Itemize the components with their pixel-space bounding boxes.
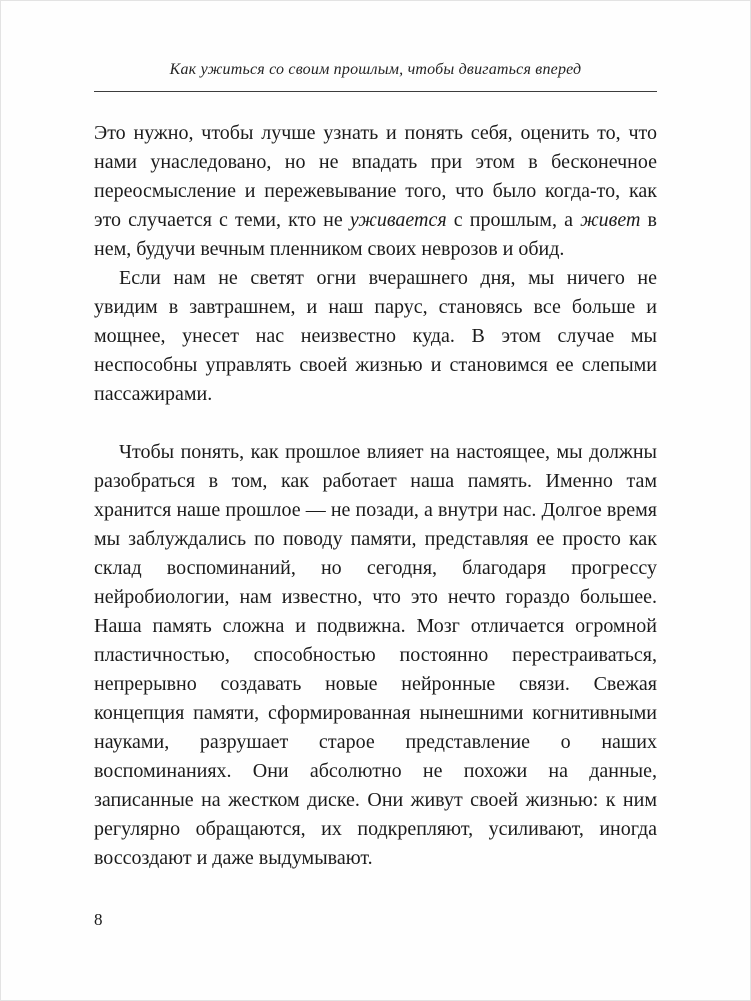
paragraph-1-italic-word: живет bbox=[580, 209, 641, 231]
running-head: Как ужиться со своим прошлым, чтобы двигаться вперед bbox=[169, 61, 582, 78]
paragraph-3-text: Чтобы понять, как прошлое влияет на настоящее, мы должны разобраться в том, как работает наша память. Именно там хранится наше прошлое — не позади, а внутри нас. Долгое время мы заблуждались по поводу памяти, представляя ее просто как склад воспоминаний, но сегодня, благодаря прогрессу нейробиологии, нам известно, что это нечто гораздо большее. Наша память сложна и подвижна. Мозг отличается огромной пластичностью, способностью постоянно перестраиваться, непрерывно создавать новые нейронные связи. Свежая концепция памяти, сформированная нынешними когнитивными науками, разрушает старое представление о наших воспоминаниях. Они абсолютно не похожи на данные, записанные на жестком диске. Они живут своей жизнью: к ним регулярно обращаются, их подкрепляют, усиливают, иногда воссоздают и даже выдумывают. bbox=[94, 441, 657, 869]
paragraph-2 bbox=[94, 264, 657, 409]
header-rule bbox=[94, 91, 657, 92]
paragraph-1-text: в нем, будучи вечным пленником своих неврозов и обид. bbox=[94, 209, 657, 260]
paragraph-1 bbox=[94, 119, 657, 264]
paragraph-2-text: Если нам не светят огни вчерашнего дня, мы ничего не увидим в завтрашнем, и наш парус, становясь все больше и мощнее, унесет нас неизвестно куда. В этом случае мы неспособны управлять своей жизнью и становимся ее слепыми пассажирами. bbox=[94, 267, 657, 405]
paragraph-1-italic-word: уживается bbox=[349, 209, 447, 231]
text-column bbox=[94, 1, 657, 873]
body-text bbox=[94, 119, 657, 873]
paragraph-3 bbox=[94, 438, 657, 873]
paragraph-1-text: с прошлым, а bbox=[446, 209, 581, 231]
page-number: 8 bbox=[94, 910, 103, 929]
paragraph-1-text: Это нужно, чтобы лучше узнать и понять себя, оценить то, что нами унаследовано, но не впадать при этом в бесконечное переосмысление и пережевывание того, что было когда-то, как это случается с теми, кто не bbox=[94, 122, 657, 231]
